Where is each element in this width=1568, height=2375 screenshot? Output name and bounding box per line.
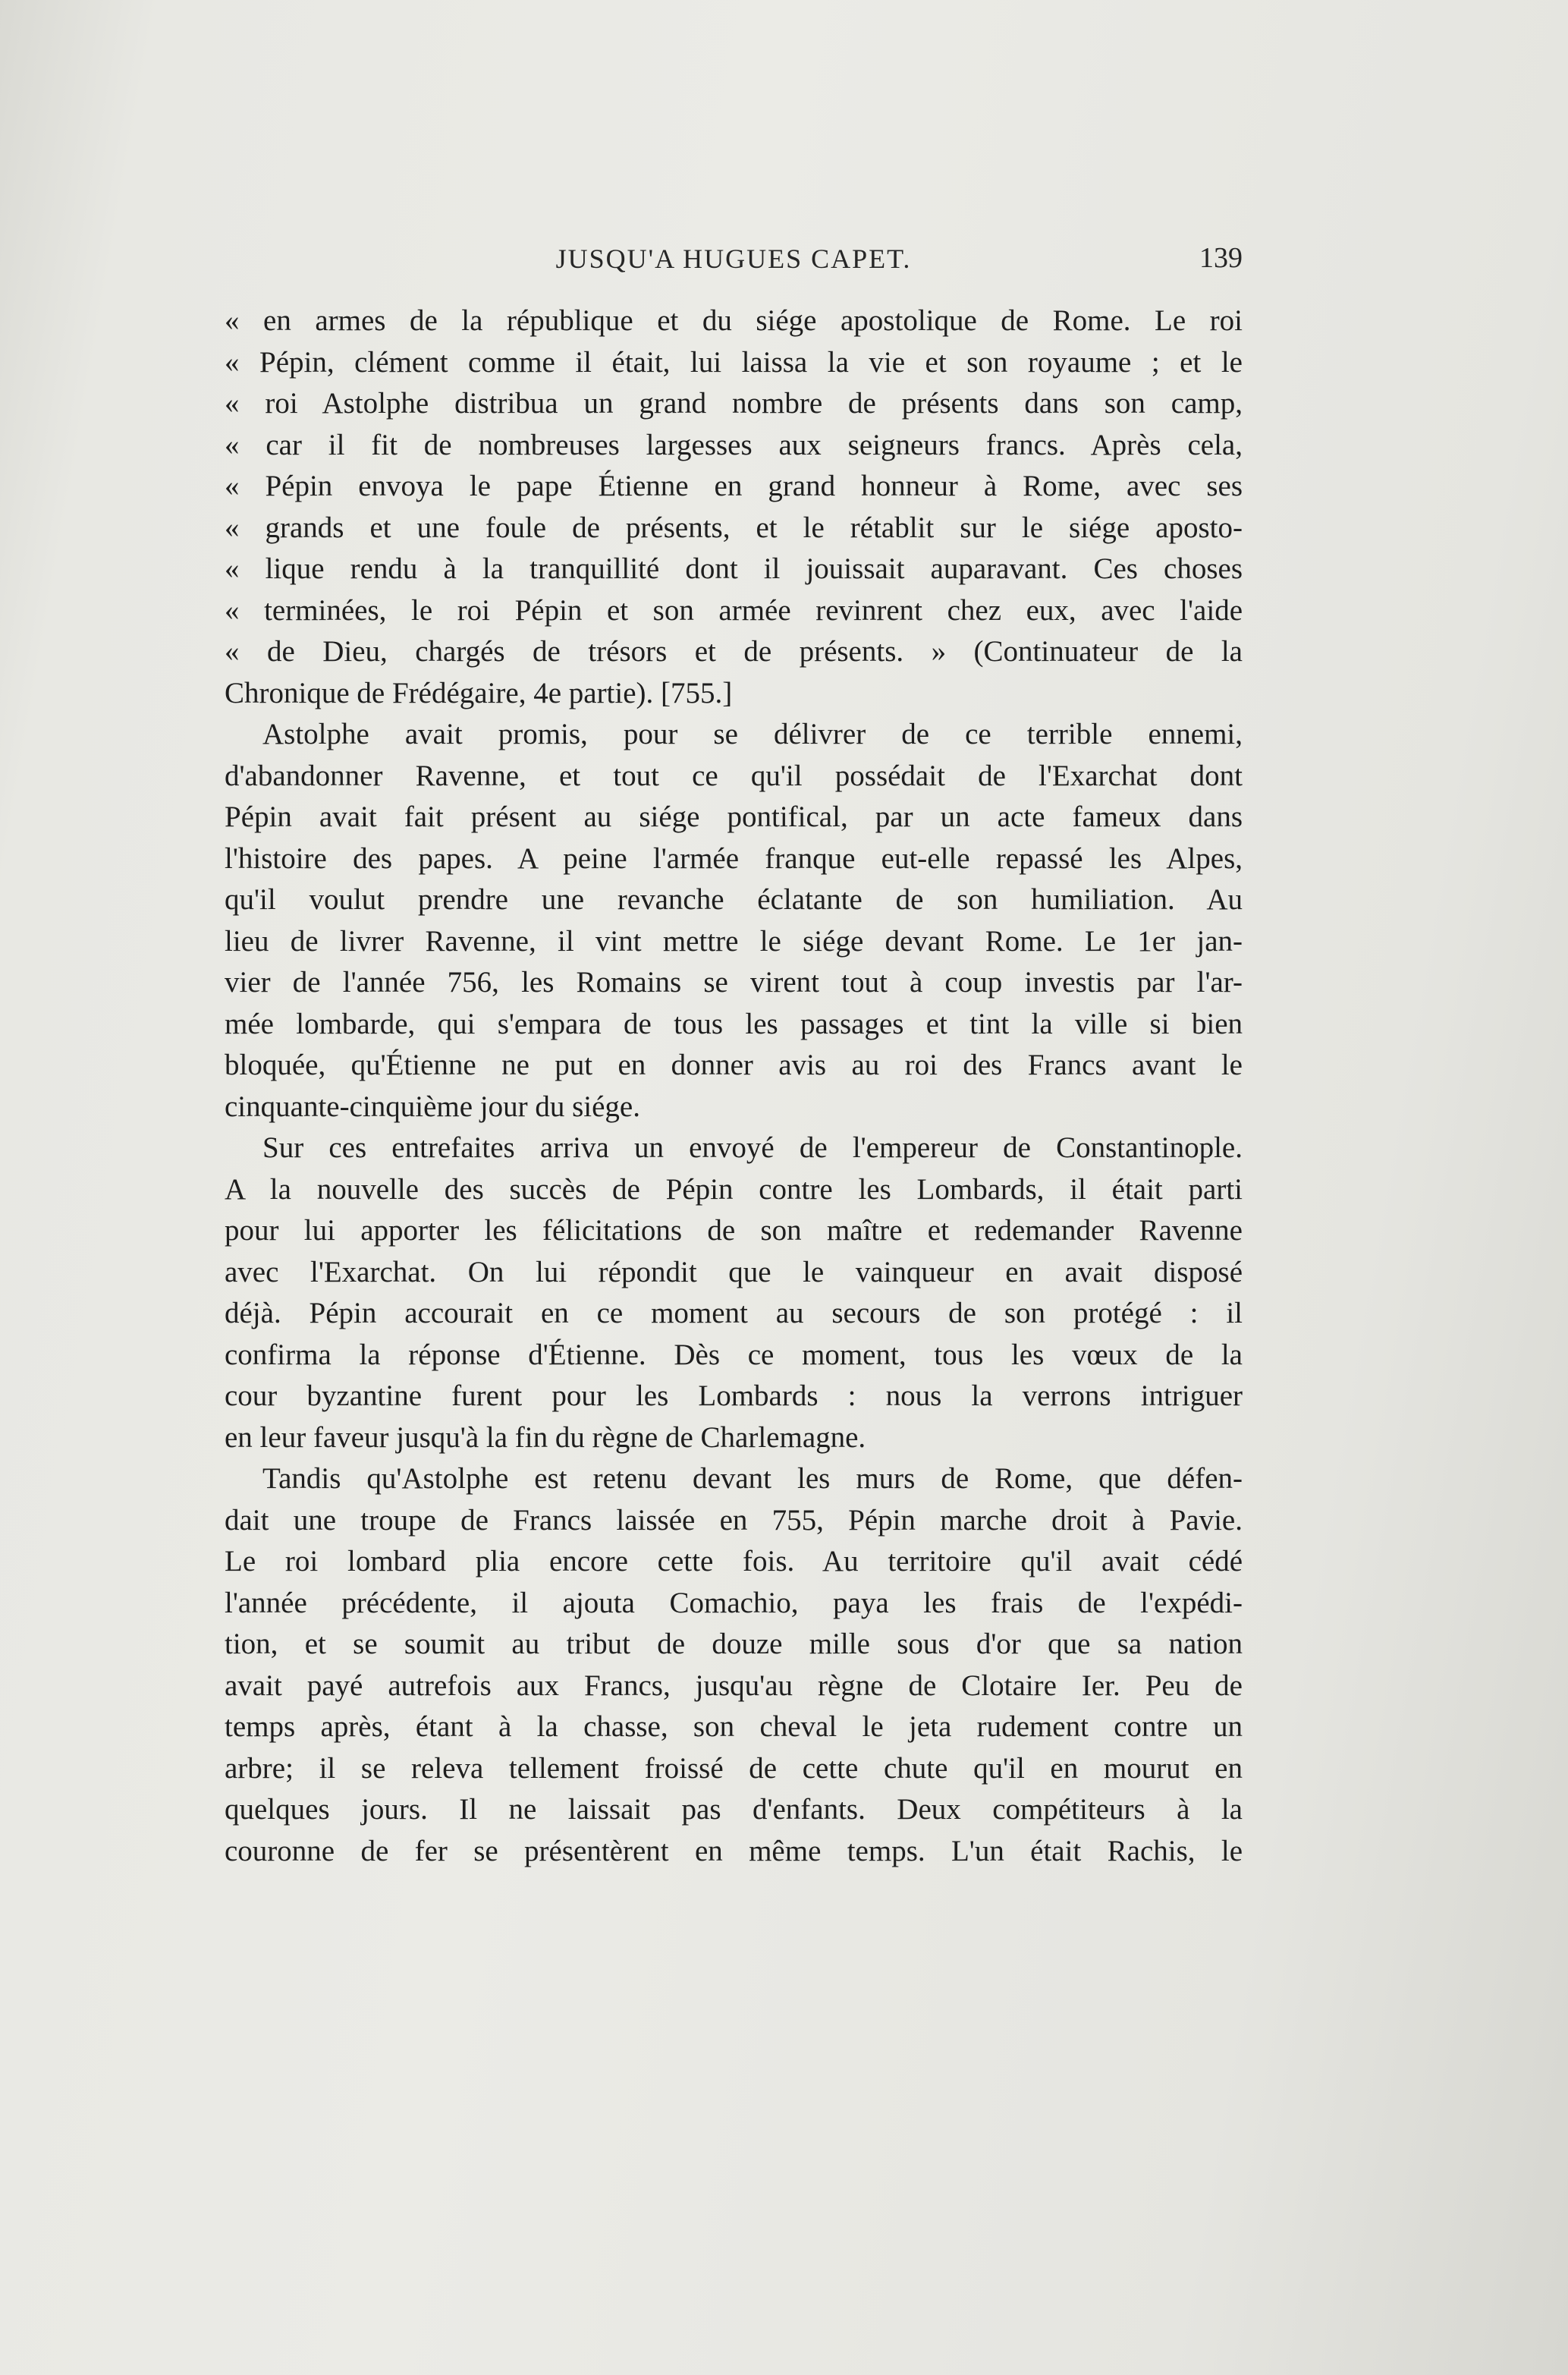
paragraph-pavie [225, 1458, 1243, 1872]
text-line: « lique rendu à la tranquillité dont il jouissait auparavant. Ces choses [225, 552, 1243, 585]
text-line: « Pépin envoya le pape Étienne en grand honneur à Rome, avec ses [225, 470, 1243, 502]
paragraph-envoy [225, 1128, 1243, 1458]
text-line: cour byzantine furent pour les Lombards : nous la verrons intriguer [225, 1379, 1243, 1412]
text-line: Astolphe avait promis, pour se délivrer de ce terrible ennemi, [262, 718, 1243, 750]
text-line: dait une troupe de Francs laissée en 755, Pépin marche droit à Pavie. [225, 1503, 1243, 1537]
paragraph-quote [225, 300, 1243, 714]
running-head [225, 237, 1243, 282]
text-line: arbre; il se releva tellement froissé de cette chute qu'il en mourut en [225, 1751, 1243, 1785]
text-line: avec l'Exarchat. On lui répondit que le vainqueur en avait disposé [225, 1255, 1243, 1288]
text-line: « car il fit de nombreuses largesses aux seigneurs francs. Après cela, [225, 428, 1243, 461]
text-line: « grands et une foule de présents, et le rétablit sur le siége aposto- [225, 511, 1243, 544]
text-line: confirma la réponse d'Étienne. Dès ce moment, tous les vœux de la [225, 1338, 1243, 1371]
text-line: déjà. Pépin accourait en ce moment au secours de son protégé : il [225, 1297, 1243, 1329]
text-line: temps après, étant à la chasse, son cheval le jeta rudement contre un [225, 1710, 1243, 1743]
text-line: vier de l'année 756, les Romains se virent tout à coup investis par l'ar- [225, 966, 1243, 999]
text-line: en leur faveur jusqu'à la fin du règne de Charlemagne. [225, 1420, 866, 1454]
text-line: Pépin avait fait présent au siége pontifical, par un acte fameux dans [225, 801, 1243, 833]
text-line: tion, et se soumit au tribut de douze mille sous d'or que sa nation [225, 1628, 1243, 1660]
text-line: Sur ces entrefaites arriva un envoyé de l'empereur de Constantinople. [262, 1131, 1243, 1164]
text-line: Tandis qu'Astolphe est retenu devant les murs de Rome, que défen- [262, 1462, 1243, 1495]
text-line: « roi Astolphe distribua un grand nombre de présents dans son camp, [225, 387, 1243, 420]
text-line: l'histoire des papes. A peine l'armée franque eut-elle repassé les Alpes, [225, 841, 1243, 875]
page-number: 139 [1199, 242, 1243, 274]
text-line: mée lombarde, qui s'empara de tous les passages et tint la ville si bien [225, 1007, 1243, 1040]
text-line: Le roi lombard plia encore cette fois. Au territoire qu'il avait cédé [225, 1545, 1243, 1578]
body-text [225, 300, 1243, 1872]
text-line: « terminées, le roi Pépin et son armée revinrent chez eux, avec l'aide [225, 593, 1243, 627]
text-line: bloquée, qu'Étienne ne put en donner avis au roi des Francs avant le [225, 1049, 1243, 1081]
text-line: l'année précédente, il ajouta Comachio, paya les frais de l'expédi- [225, 1586, 1243, 1619]
text-line: qu'il voulut prendre une revanche éclatante de son humiliation. Au [225, 883, 1243, 916]
text-line: Chronique de Frédégaire, 4e partie). [755.] [225, 676, 733, 709]
text-line: pour lui apporter les félicitations de son maître et redemander Ravenne [225, 1214, 1243, 1247]
text-line: couronne de fer se présentèrent en même temps. L'un était Rachis, le [225, 1834, 1243, 1867]
text-line: cinquante-cinquième jour du siége. [225, 1090, 640, 1123]
text-line: lieu de livrer Ravenne, il vint mettre le siége devant Rome. Le 1er jan- [225, 924, 1243, 958]
text-line: d'abandonner Ravenne, et tout ce qu'il possédait de l'Exarchat dont [225, 759, 1243, 792]
text-line: « de Dieu, chargés de trésors et de présents. » (Continuateur de la [225, 635, 1243, 668]
text-line: « en armes de la république et du siége apostolique de Rome. Le roi [225, 304, 1243, 337]
paragraph-astolphe [225, 714, 1243, 1128]
running-title: JUSQU'A HUGUES CAPET. [555, 244, 912, 274]
text-line: avait payé autrefois aux Francs, jusqu'au règne de Clotaire Ier. Peu de [225, 1669, 1243, 1702]
text-line: A la nouvelle des succès de Pépin contre les Lombards, il était parti [225, 1172, 1243, 1206]
text-line: « Pépin, clément comme il était, lui laissa la vie et son royaume ; et le [225, 345, 1243, 379]
text-line: quelques jours. Il ne laissait pas d'enfants. Deux compétiteurs à la [225, 1793, 1243, 1826]
